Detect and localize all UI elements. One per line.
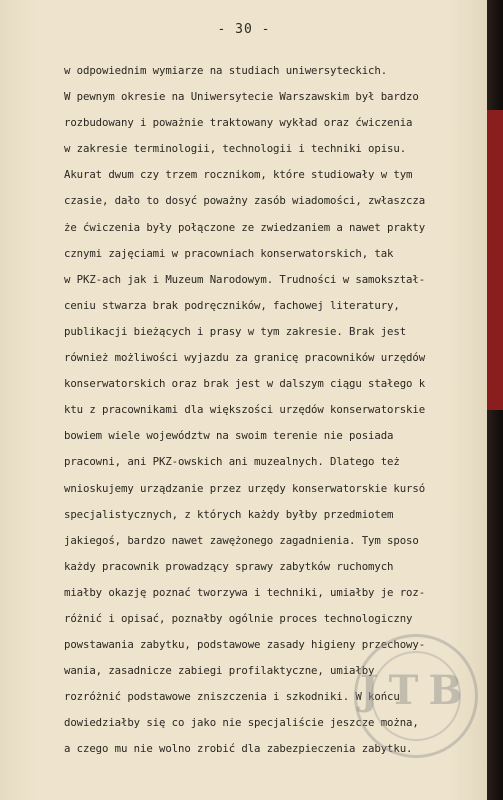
text-line: konserwatorskich oraz brak jest w dalszym ciągu stałego k	[64, 377, 426, 391]
text-line: w PKZ-ach jak i Muzeum Narodowym. Trudności w samokształ-	[64, 272, 426, 286]
page-number: - 30 -	[217, 22, 271, 37]
text-line: w odpowiednim wymiarze na studiach uniwersyteckich.	[64, 64, 388, 77]
text-line: różnić i opisać, poznałby ogólnie proces technologiczny	[64, 611, 413, 625]
text-line: specjalistycznych, z których każdy byłby przedmiotem	[64, 507, 394, 521]
text-line: wania, zasadnicze zabiegi profilaktyczne, umiałby	[64, 664, 375, 678]
text-line: również możliwości wyjazdu za granicę pracowników urzędów	[64, 351, 426, 365]
text-line: Akurat dwum czy trzem rocznikom, które studiowały w tym	[64, 168, 413, 182]
stamp-monogram: JTB	[359, 667, 473, 714]
text-line: każdy pracownik prowadzący sprawy zabytków ruchomych	[64, 559, 394, 573]
text-line: ktu z pracownikami dla większości urzędów konserwatorskie	[64, 403, 426, 417]
text-line: cznymi zajęciami w pracowniach konserwatorskich, tak	[64, 246, 394, 260]
text-line: publikacji bieżących i prasy w tym zakresie. Brak jest	[64, 324, 407, 338]
text-line: W pewnym okresie na Uniwersytecie Warszawskim był bardzo	[64, 90, 419, 104]
text-line: dowiedziałby się co jako nie specjaliście jeszcze można,	[64, 716, 419, 730]
text-line: miałby okazję poznać tworzywa i techniki, umiałby je roz-	[64, 585, 426, 599]
text-line: rozbudowany i poważnie traktowany wykład oraz ćwiczenia	[64, 116, 413, 130]
text-line: powstawania zabytku, podstawowe zasady higieny przechowy-	[64, 638, 426, 652]
text-line: wnioskujemy urządzanie przez urzędy konserwatorskie kursó	[64, 481, 426, 495]
collection-stamp	[354, 634, 478, 758]
text-line: że ćwiczenia były połączone ze zwiedzaniem a nawet prakty	[64, 220, 426, 234]
text-line: rozróżnić podstawowe zniszczenia i szkodniki. W końcu	[64, 690, 400, 704]
text-line: jakiegoś, bardzo nawet zawężonego zagadnienia. Tym sposo	[64, 533, 419, 547]
binding-red-tab	[487, 110, 503, 410]
text-line: w zakresie terminologii, technologii i techniki opisu.	[64, 142, 407, 156]
text-line: ceniu stwarza brak podręczników, fachowej literatury,	[64, 298, 400, 312]
text-line: bowiem wiele województw na swoim terenie nie posiada	[64, 429, 394, 443]
text-line: pracowni, ani PKZ-owskich ani muzealnych. Dlatego też	[64, 455, 400, 469]
text-line: czasie, dało to dosyć poważny zasób wiadomości, zwłaszcza	[64, 194, 426, 208]
text-line: a czego mu nie wolno zrobić dla zabezpieczenia zabytku.	[64, 742, 413, 756]
